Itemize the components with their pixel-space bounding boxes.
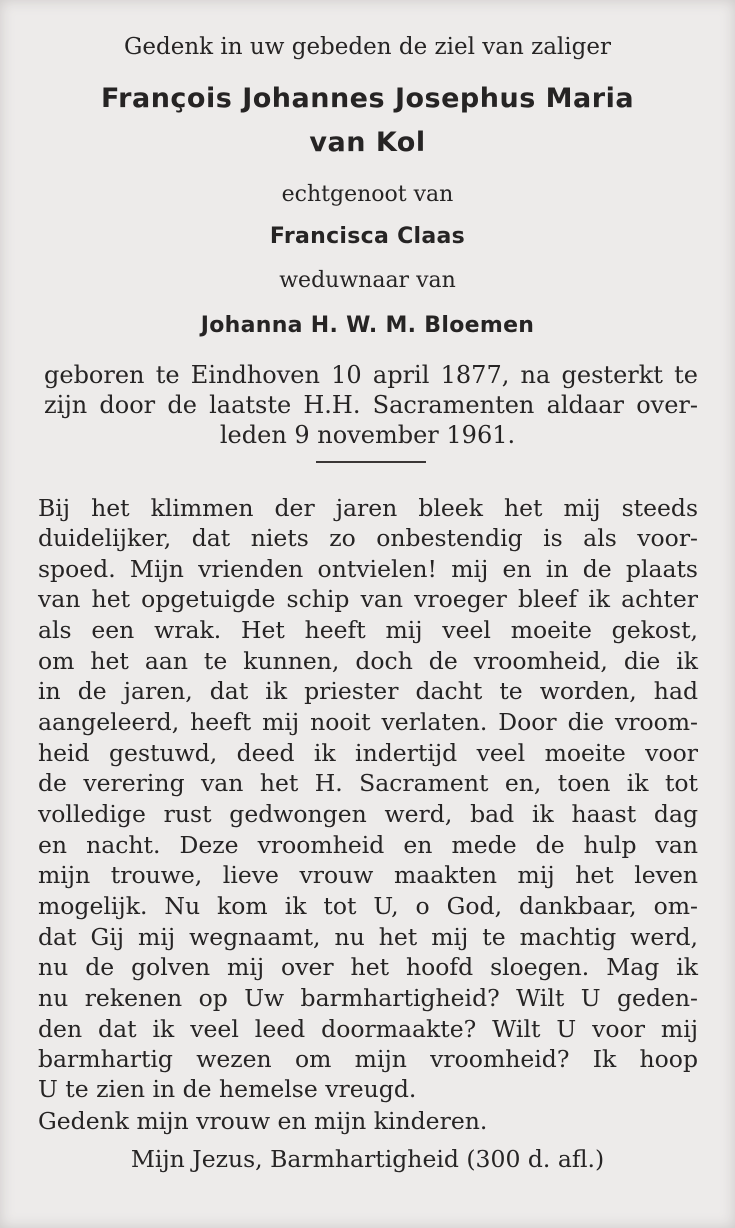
text-line: dat Gij mij wegnaamt, nu het mij te machtig werd, (38, 923, 698, 951)
biography-line: zijn door de laatste H.H. Sacramenten aldaar over- (44, 391, 698, 419)
text-line: mogelijk. Nu kom ik tot U, o God, dankbaar, om- (38, 892, 698, 920)
text-line: aangeleerd, heeft mij nooit verlaten. Door die vroom- (38, 708, 698, 736)
text-line: om het aan te kunnen, doch de vroomheid, die ik (38, 647, 698, 675)
text-line: mijn trouwe, lieve vrouw maakten mij het leven (38, 861, 698, 889)
late-wife-name: Johanna H. W. M. Bloemen (200, 313, 535, 338)
closing-line: Gedenk mijn vrouw en mijn kinderen. (38, 1107, 488, 1135)
spouse-name: Francisca Claas (269, 224, 466, 249)
divider-rule (316, 461, 426, 463)
widower-label: weduwnaar van (279, 268, 456, 293)
text-line: van het opgetuigde schip van vroeger bleef ik achter (38, 585, 698, 613)
text-line: U te zien in de hemelse vreugd. (38, 1075, 417, 1103)
text-line: Bij het klimmen der jaren bleek het mij steeds (38, 494, 698, 522)
text-line: nu de golven mij over het hoofd sloegen. Mag ik (38, 953, 698, 981)
text-line: den dat ik veel leed doormaakte? Wilt U voor mij (38, 1015, 698, 1043)
text-line: heid gestuwd, deed ik indertijd veel moeite voor (38, 739, 698, 767)
intro-line: Gedenk in uw gebeden de ziel van zaliger (124, 34, 611, 60)
deceased-name-line-2: van Kol (309, 127, 426, 158)
text-line: nu rekenen op Uw barmhartigheid? Wilt U geden- (38, 984, 698, 1012)
text-line: barmhartig wezen om mijn vroomheid? Ik hoop (38, 1045, 698, 1073)
text-line: de verering van het H. Sacrament en, toen ik tot (38, 769, 698, 797)
text-line: in de jaren, dat ik priester dacht te worden, had (38, 677, 698, 705)
text-line: volledige rust gedwongen werd, bad ik haast dag (38, 800, 698, 828)
text-line: als een wrak. Het heeft mij veel moeite gekost, (38, 616, 698, 644)
biography-line: geboren te Eindhoven 10 april 1877, na gesterkt te (44, 361, 698, 389)
prayer-line: Mijn Jezus, Barmhartigheid (300 d. afl.) (130, 1145, 605, 1173)
text-line: duidelijker, dat niets zo onbestendig is als voor- (38, 524, 698, 552)
text-line: spoed. Mijn vrienden ontvielen! mij en in de plaats (38, 555, 698, 583)
biography-line: leden 9 november 1961. (219, 421, 516, 449)
spouse-label: echtgenoot van (281, 182, 454, 207)
deceased-name-line-1: François Johannes Josephus Maria (100, 83, 635, 114)
text-line: en nacht. Deze vroomheid en mede de hulp van (38, 831, 698, 859)
